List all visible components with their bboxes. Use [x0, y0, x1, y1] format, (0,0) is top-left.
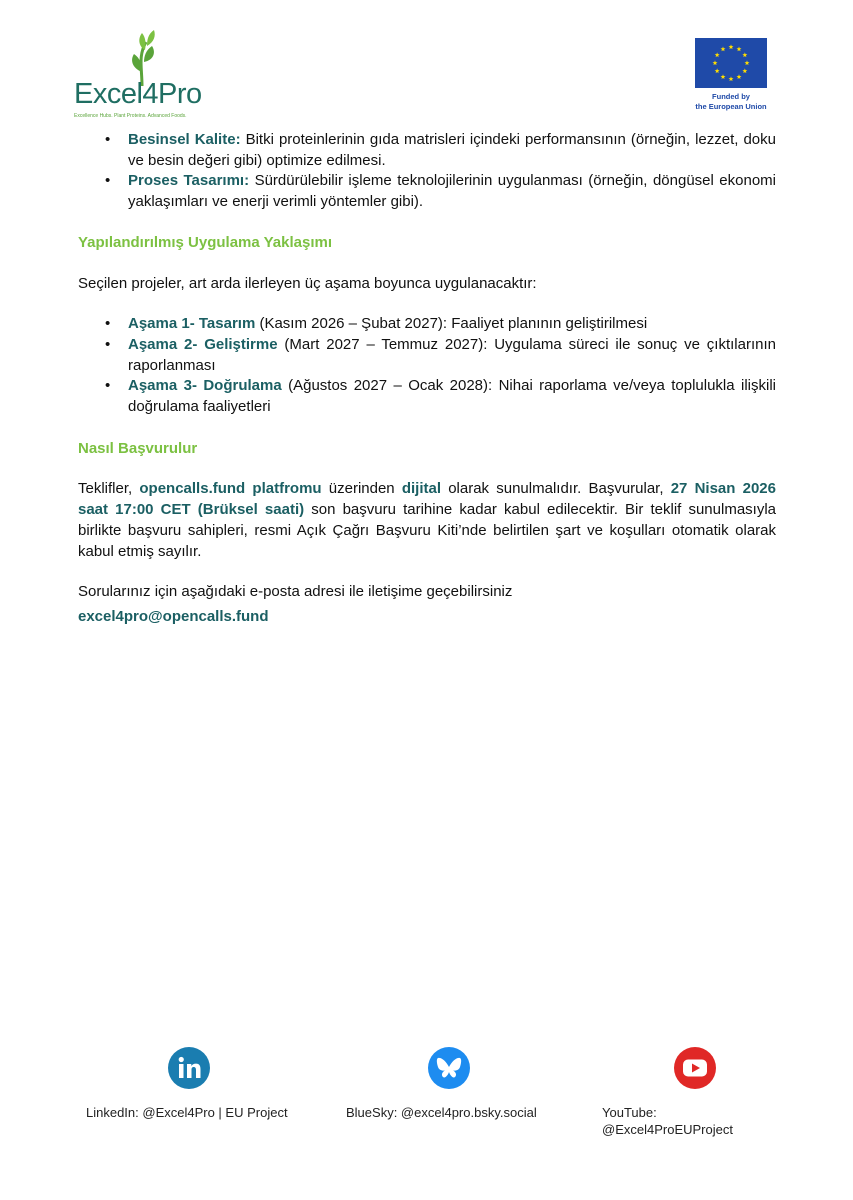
logo-tagline: Excellence Hubs. Plant Proteins. Advanced Foods. — [74, 113, 187, 119]
eu-star-icon — [721, 47, 726, 52]
eu-star-icon — [713, 60, 718, 65]
list-item — [78, 335, 776, 376]
eu-star-icon — [737, 47, 742, 52]
contact-email-link[interactable]: excel4pro@opencalls.fund — [78, 607, 269, 625]
list-item — [78, 130, 776, 171]
bullet-list-top — [78, 130, 776, 213]
contact-intro: Sorularınız için aşağıdaki e-posta adresi ile iletişime geçebilirsiniz — [78, 583, 513, 601]
youtube-label: YouTube: — [602, 1105, 657, 1120]
phase-title: Aşama 1- Tasarım — [128, 315, 256, 333]
apply-text: olarak sunulmalıdır. Başvurular, — [441, 480, 671, 498]
youtube-channel: @Excel4ProEUProject — [602, 1122, 733, 1137]
eu-funded-line2: the European Union — [695, 102, 767, 111]
eu-star-icon — [729, 44, 734, 49]
eu-star-icon — [745, 60, 750, 65]
apply-text: üzerinden — [321, 480, 402, 498]
phase-text: (Ağustos 2027 – Ocak 2028): Nihai raporlama ve/veya toplulukla ilişkili doğrulama faaliyetleri — [128, 377, 776, 416]
eu-funding-badge — [690, 38, 775, 118]
eu-star-icon — [742, 68, 747, 73]
logo-wordmark: Excel4Pro — [74, 78, 202, 110]
phase-title: Aşama 2- Geliştirme — [128, 335, 278, 353]
platform-link[interactable]: opencalls.fund platfromu — [139, 480, 322, 498]
eu-star-icon — [721, 74, 726, 79]
apply-text: Teklifler, — [78, 480, 140, 498]
eu-flag-icon — [695, 38, 767, 88]
bluesky-icon[interactable] — [428, 1047, 470, 1089]
eu-star-icon — [715, 52, 720, 57]
apply-paragraph — [78, 479, 776, 562]
approach-intro: Seçilen projeler, art arda ilerleyen üç aşama boyunca uygulanacaktır: — [78, 274, 537, 292]
list-item-term: Besinsel Kalite: — [128, 131, 241, 148]
phase-text: (Kasım 2026 – Şubat 2027): Faaliyet planının geliştirilmesi — [255, 315, 648, 333]
list-item — [78, 171, 776, 212]
list-item — [78, 376, 776, 417]
youtube-icon[interactable] — [674, 1047, 716, 1089]
eu-star-icon — [729, 76, 734, 81]
linkedin-icon[interactable] — [168, 1047, 210, 1089]
section-heading-apply: Nasıl Başvurulur — [78, 439, 198, 457]
list-item — [78, 314, 776, 335]
youtube-handle[interactable] — [602, 1104, 733, 1138]
bluesky-handle[interactable]: BlueSky: @excel4pro.bsky.social — [346, 1105, 537, 1120]
eu-star-icon — [742, 52, 747, 57]
eu-funded-line1: Funded by — [712, 92, 750, 101]
linkedin-handle[interactable]: LinkedIn: @Excel4Pro | EU Project — [86, 1105, 288, 1120]
section-heading-approach: Yapılandırılmış Uygulama Yaklaşımı — [78, 233, 333, 251]
deadline-text: 27 Nisan 2026 saat 17:00 CET (Brüksel saati) — [78, 480, 776, 519]
apply-emphasis: dijital — [401, 480, 442, 498]
list-item-text: Sürdürülebilir işleme teknolojilerinin uygulanması (örneğin, döngüsel ekonomi yaklaşımları ve enerji verimli yöntemler gibi). — [128, 172, 777, 211]
social-footer — [0, 1040, 853, 1160]
phase-text: (Mart 2027 – Temmuz 2027): Uygulama süreci ile sonuç ve çıktılarının raporlanması — [128, 335, 776, 374]
list-item-text: Bitki proteinlerinin gıda matrisleri içindeki performansının (örneğin, lezzet, doku ve besin değeri gibi) optimize edilmesi. — [128, 131, 776, 169]
phase-title: Aşama 3- Doğrulama — [128, 377, 282, 395]
phase-list — [78, 314, 776, 418]
eu-star-icon — [715, 68, 720, 73]
apply-text: son başvuru tarihine kadar kabul edilecektir. Bir teklif sunulmasıyla birlikte başvuru sahipleri, resmi Açık Çağrı Başvuru Kiti’nde belirtilen şart ve koşulları otomatik olarak kabul etmiş sayılır. — [78, 501, 777, 560]
document-body — [78, 130, 776, 628]
eu-star-icon — [737, 74, 742, 79]
list-item-term: Proses Tasarımı: — [128, 172, 250, 190]
excel4pro-logo — [72, 28, 222, 128]
